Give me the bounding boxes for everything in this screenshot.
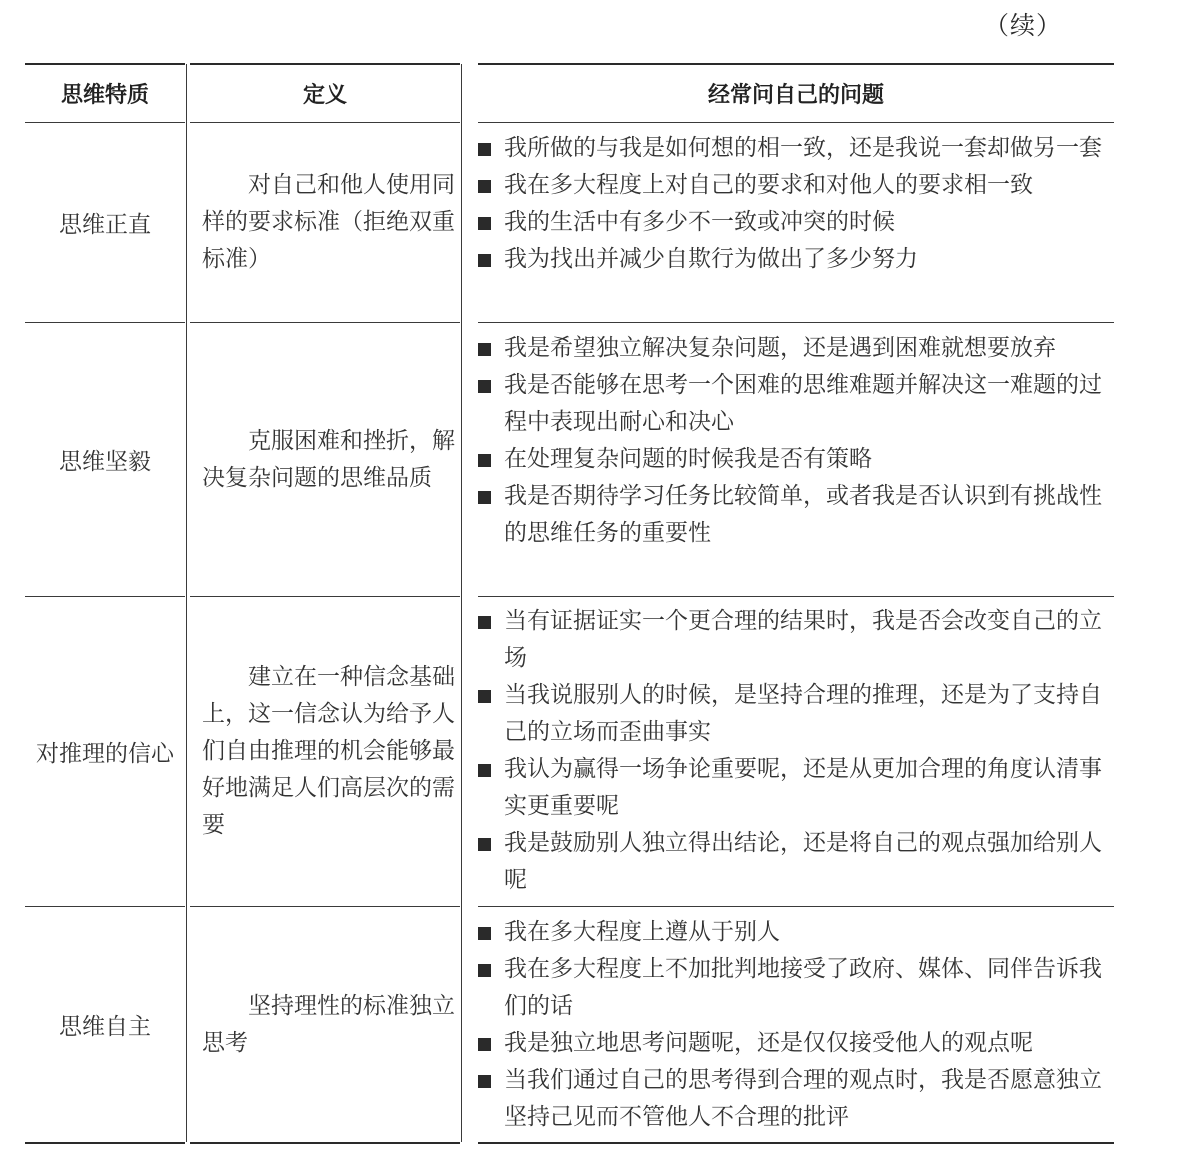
list-item: 我在多大程度上不加批判地接受了政府、媒体、同伴告诉我们的话 — [478, 951, 1114, 1025]
row4-questions — [478, 914, 1114, 1136]
row1-definition: 对自己和他人使用同样的要求标准（拒绝双重标准） — [202, 172, 455, 272]
list-item: 当我们通过自己的思考得到合理的观点时，我是否愿意独立坚持己见而不管他人不合理的批评 — [478, 1062, 1114, 1136]
list-item: 我的生活中有多少不一致或冲突的时候 — [478, 204, 1114, 241]
rule-bottom-col2 — [190, 1142, 460, 1144]
list-item: 我所做的与我是如何想的相一致，还是我说一套却做另一套 — [478, 130, 1114, 167]
list-item: 在处理复杂问题的时候我是否有策略 — [478, 441, 1114, 478]
header-definition: 定义 — [302, 82, 347, 108]
rule-row2-col3 — [478, 596, 1114, 597]
row4-trait: 思维自主 — [59, 1014, 151, 1040]
list-item: 当我说服别人的时候，是坚持合理的推理，还是为了支持自己的立场而歪曲事实 — [478, 677, 1114, 751]
row1-questions — [478, 130, 1114, 278]
header-questions: 经常问自己的问题 — [707, 82, 884, 108]
row2-questions — [478, 330, 1114, 552]
rule-bottom-col1 — [25, 1142, 185, 1144]
rule-header-col3 — [478, 122, 1114, 123]
row2-definition: 克服困难和挫折，解决复杂问题的思维品质 — [202, 427, 455, 491]
rule-bottom-col3 — [478, 1142, 1114, 1144]
list-item: 我是鼓励别人独立得出结论，还是将自己的观点强加给别人呢 — [478, 825, 1114, 899]
continued-label: （续） — [984, 11, 1063, 40]
row1-trait: 思维正直 — [59, 212, 151, 238]
rule-row1-col3 — [478, 322, 1114, 323]
header-trait: 思维特质 — [60, 82, 149, 108]
list-item: 当有证据证实一个更合理的结果时，我是否会改变自己的立场 — [478, 603, 1114, 677]
row3-questions — [478, 603, 1114, 899]
list-item: 我是独立地思考问题呢，还是仅仅接受他人的观点呢 — [478, 1025, 1114, 1062]
row3-trait: 对推理的信心 — [36, 741, 174, 767]
row4-definition: 坚持理性的标准独立思考 — [202, 992, 455, 1056]
row3-definition: 建立在一种信念基础上，这一信念认为给予人们自由推理的机会能够最好地满足人们高层次的需要 — [202, 664, 455, 838]
list-item: 我在多大程度上对自己的要求和对他人的要求相一致 — [478, 167, 1114, 204]
list-item: 我在多大程度上遵从于别人 — [478, 914, 1114, 951]
list-item: 我是希望独立解决复杂问题，还是遇到困难就想要放弃 — [478, 330, 1114, 367]
list-item: 我为找出并减少自欺行为做出了多少努力 — [478, 241, 1114, 278]
col-divider-1 — [186, 64, 187, 1142]
list-item: 我是否能够在思考一个困难的思维难题并解决这一难题的过程中表现出耐心和决心 — [478, 367, 1114, 441]
rule-row3-col3 — [478, 906, 1114, 907]
list-item: 我认为赢得一场争论重要呢，还是从更加合理的角度认清事实更重要呢 — [478, 751, 1114, 825]
col-divider-2 — [461, 64, 462, 1142]
list-item: 我是否期待学习任务比较简单，或者我是否认识到有挑战性的思维任务的重要性 — [478, 478, 1114, 552]
row2-trait: 思维坚毅 — [59, 449, 151, 475]
